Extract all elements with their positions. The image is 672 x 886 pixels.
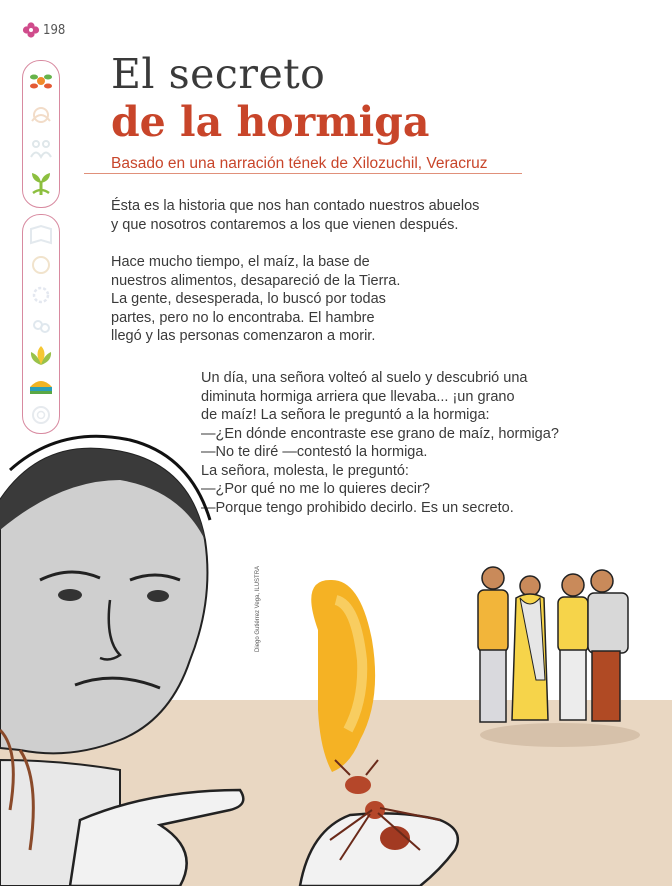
text-line: partes, pero no lo encontraba. El hambre xyxy=(111,309,375,326)
paragraph-2 xyxy=(111,253,400,346)
page-number xyxy=(22,22,65,38)
text-line: —¿Por qué no me lo quieres decir? xyxy=(201,481,430,497)
sprout-icon xyxy=(27,169,55,197)
text-line: llegó y las personas comenzaron a morir. xyxy=(111,328,376,344)
intro-paragraph xyxy=(111,197,479,234)
text-line: de maíz! La señora le preguntó a la hormiga: xyxy=(201,407,490,423)
book-icon xyxy=(28,223,54,247)
text-line: —No te diré —contestó la hormiga. xyxy=(201,444,428,460)
text-line: diminuta hormiga arriera que llevaba... ¡un grano xyxy=(201,388,515,405)
text-line: Un día, una señora volteó al suelo y descubrió una xyxy=(201,370,528,386)
text-line: Ésta es la historia que nos han contado nuestros abuelos xyxy=(111,198,480,214)
link-icon xyxy=(28,313,54,337)
circle-icon xyxy=(28,253,54,277)
subtitle: Basado en una narración tének de Xilozuchil, Veracruz xyxy=(111,155,488,172)
text-line: La señora, molesta, le preguntó: xyxy=(201,462,409,479)
lotus-icon xyxy=(28,343,54,367)
page-number-text: 198 xyxy=(43,22,66,38)
hill-icon xyxy=(28,373,54,397)
text-line: —¿En dónde encontraste ese grano de maíz, hormiga? xyxy=(201,425,559,442)
sun-icon xyxy=(27,101,55,129)
gear-icon xyxy=(28,283,54,307)
text-line: nuestros alimentos, desapareció de la Tierra. xyxy=(111,272,401,289)
text-line: Hace mucho tiempo, el maíz, la base de xyxy=(111,254,370,270)
text-line: La gente, desesperada, lo buscó por todas xyxy=(111,291,386,307)
illustration-credit: Diego Gutiérrez Vega, ILUSTRA xyxy=(255,565,261,652)
flower-icon xyxy=(22,22,40,38)
section-rail-bottom xyxy=(22,214,60,434)
title-line-1: El secreto xyxy=(111,50,326,98)
text-line: y que nosotros contaremos a los que vienen después. xyxy=(111,216,459,233)
title-line-2: de la hormiga xyxy=(111,98,430,146)
section-rail-top xyxy=(22,60,60,208)
story-illustration xyxy=(0,430,672,886)
plant-icon xyxy=(27,67,55,95)
subtitle-rule xyxy=(84,173,522,174)
people-icon xyxy=(27,135,55,163)
text-line: —Porque tengo prohibido decirlo. Es un secreto. xyxy=(201,499,514,516)
globe-icon xyxy=(28,403,54,427)
